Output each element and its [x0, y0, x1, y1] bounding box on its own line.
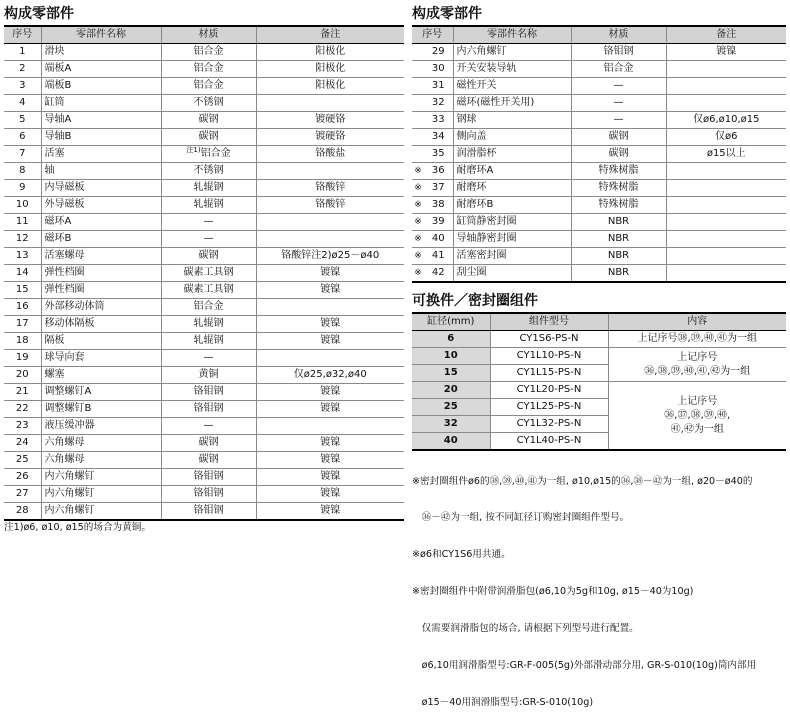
part-name-cell: 钢球: [453, 112, 571, 129]
part-no-cell: 16: [4, 299, 41, 316]
remark-cell: [256, 299, 404, 316]
remark-cell: 阳极化: [256, 78, 404, 95]
remark-cell: 铬酸锌: [256, 197, 404, 214]
seal-mark-cell: [412, 78, 424, 95]
material-cell: NBR: [571, 265, 666, 283]
bore-cell: 20: [412, 382, 490, 399]
content-line: ㊶,㊷为一组: [670, 423, 724, 435]
part-no-cell: 14: [4, 265, 41, 282]
table-row: [4, 44, 404, 61]
table-row: [4, 350, 404, 367]
part-no-cell: 42: [424, 265, 453, 283]
bore-cell: 40: [412, 433, 490, 451]
material-cell: 碳钢: [161, 435, 256, 452]
table-row: [4, 163, 404, 180]
part-name-cell: 磁环(磁性开关用): [453, 95, 571, 112]
part-name-cell: 磁环A: [41, 214, 161, 231]
part-no-cell: 33: [424, 112, 453, 129]
part-no-cell: 26: [4, 469, 41, 486]
material-cell: 碳素工具钢: [161, 282, 256, 299]
material-cell: 特殊树脂: [571, 180, 666, 197]
material-cell: 不锈钢: [161, 163, 256, 180]
header-name: 零部件名称: [453, 26, 571, 44]
material-cell: 铬钼钢: [161, 486, 256, 503]
seal-kit-header: [412, 313, 786, 331]
remark-cell: [666, 197, 786, 214]
part-no-cell: 31: [424, 78, 453, 95]
table-row: [4, 282, 404, 299]
table-row: [412, 146, 786, 163]
kit-no-cell: CY1L32-PS-N: [490, 416, 608, 433]
table-row: [412, 129, 786, 146]
content-line: 上记序号: [677, 351, 718, 363]
part-no-cell: 41: [424, 248, 453, 265]
part-name-cell: 活塞: [41, 146, 161, 163]
remark-cell: 镀镍: [256, 469, 404, 486]
part-no-cell: 19: [4, 350, 41, 367]
material-cell: 碳钢: [571, 146, 666, 163]
header-remark: 备注: [666, 26, 786, 44]
remark-cell: 铬酸盐: [256, 146, 404, 163]
remark-cell: [666, 180, 786, 197]
part-name-cell: 滑块: [41, 44, 161, 61]
material-cell: 铝合金: [161, 78, 256, 95]
right-parts-table: [412, 25, 786, 283]
note-line: ㊱－㊷为一组, 按不同缸径订购密封圈组件型号。: [412, 512, 630, 524]
part-no-cell: 12: [4, 231, 41, 248]
material-cell: 轧辊钢: [161, 180, 256, 197]
note-line: ※密封圈组件ø6的㊳,㊴,㊵,㊶为一组, ø10,ø15的㊱,㊳－㊷为一组, ø20－ø40的: [412, 475, 753, 487]
part-name-cell: 弹性档圈: [41, 282, 161, 299]
material-cell: 不锈钢: [161, 95, 256, 112]
part-no-cell: 34: [424, 129, 453, 146]
remark-cell: 镀镍: [256, 384, 404, 401]
part-no-cell: 1: [4, 44, 41, 61]
notes-block: [412, 451, 756, 722]
table-row: [4, 503, 404, 521]
material-cell: —: [161, 231, 256, 248]
material-cell: —: [161, 418, 256, 435]
seal-kit-table: [412, 312, 786, 451]
bore-cell: 10: [412, 348, 490, 365]
table-row: [412, 382, 786, 399]
table-row: [4, 469, 404, 486]
table-row: [412, 248, 786, 265]
seal-mark-cell: [412, 44, 424, 61]
part-name-cell: 磁性开关: [453, 78, 571, 95]
table-row: [4, 316, 404, 333]
part-name-cell: 外部移动体筒: [41, 299, 161, 316]
part-name-cell: 导轴静密封圈: [453, 231, 571, 248]
table-row: [412, 214, 786, 231]
part-no-cell: 8: [4, 163, 41, 180]
material-cell: 铬钼钢: [161, 384, 256, 401]
seal-mark-cell: [412, 61, 424, 78]
table-row: [4, 384, 404, 401]
kit-no-cell: CY1L40-PS-N: [490, 433, 608, 451]
table-row: [4, 112, 404, 129]
part-name-cell: 导轴A: [41, 112, 161, 129]
header-name: 零部件名称: [41, 26, 161, 44]
table-row: [4, 418, 404, 435]
note-line: ø15－40用润滑脂型号:GR-S-010(10g): [412, 696, 594, 708]
seal-mark-cell: ※: [412, 163, 424, 180]
replace-section-title: 可换件／密封圈组件: [412, 293, 538, 309]
table-row: [4, 367, 404, 384]
material-cell: —: [571, 112, 666, 129]
header-no: 序号: [4, 26, 41, 44]
remark-cell: [256, 418, 404, 435]
remark-cell: [666, 214, 786, 231]
material-cell: 轧辊钢: [161, 197, 256, 214]
content-line: ㊱,㊳,㊴,㊵,㊶,㊷为一组: [644, 365, 751, 377]
material-cell: 特殊树脂: [571, 197, 666, 214]
table-row: [4, 248, 404, 265]
table-row: [4, 231, 404, 248]
material-cell: —: [571, 95, 666, 112]
table-row: [412, 197, 786, 214]
remark-cell: 镀硬铬: [256, 129, 404, 146]
left-table-header: [4, 26, 404, 44]
left-section-title: 构成零部件: [4, 6, 74, 22]
part-name-cell: 耐磨环: [453, 180, 571, 197]
material-cell: NBR: [571, 248, 666, 265]
table-row: [4, 180, 404, 197]
remark-cell: [666, 95, 786, 112]
part-no-cell: 38: [424, 197, 453, 214]
part-no-cell: 13: [4, 248, 41, 265]
material-cell: 碳素工具钢: [161, 265, 256, 282]
material-cell: NBR: [571, 231, 666, 248]
remark-cell: 镀镍: [256, 435, 404, 452]
kit-no-cell: CY1S6-PS-N: [490, 331, 608, 348]
part-name-cell: 开关安装导轨: [453, 61, 571, 78]
part-name-cell: 弹性档圈: [41, 265, 161, 282]
remark-cell: [256, 231, 404, 248]
part-name-cell: 液压缓冲器: [41, 418, 161, 435]
material-cell: 铬钼钢: [161, 503, 256, 521]
part-name-cell: 缸筒静密封圈: [453, 214, 571, 231]
seal-mark-cell: [412, 146, 424, 163]
bore-cell: 15: [412, 365, 490, 382]
kit-no-cell: CY1L25-PS-N: [490, 399, 608, 416]
part-name-cell: 内六角螺钉: [41, 486, 161, 503]
material-cell: 铬钼钢: [161, 469, 256, 486]
header-content: 内容: [608, 313, 786, 331]
part-name-cell: 六角螺母: [41, 452, 161, 469]
part-no-cell: 4: [4, 95, 41, 112]
part-no-cell: 23: [4, 418, 41, 435]
part-name-cell: 调整螺钉B: [41, 401, 161, 418]
part-no-cell: 18: [4, 333, 41, 350]
kit-no-cell: CY1L10-PS-N: [490, 348, 608, 365]
part-no-cell: 15: [4, 282, 41, 299]
part-no-cell: 25: [4, 452, 41, 469]
remark-cell: 镀硬铬: [256, 112, 404, 129]
material-cell: 铝合金: [161, 61, 256, 78]
bore-cell: 6: [412, 331, 490, 348]
part-no-cell: 39: [424, 214, 453, 231]
part-no-cell: 37: [424, 180, 453, 197]
remark-cell: 仅ø6: [666, 129, 786, 146]
table-row: [4, 265, 404, 282]
part-name-cell: 端板B: [41, 78, 161, 95]
part-no-cell: 3: [4, 78, 41, 95]
remark-cell: 镀镍: [256, 316, 404, 333]
part-no-cell: 5: [4, 112, 41, 129]
material-cell: 铝合金: [571, 61, 666, 78]
part-name-cell: 润滑脂杯: [453, 146, 571, 163]
note-mark: 注1): [186, 146, 201, 154]
left-parts-table: [4, 25, 404, 521]
part-no-cell: 9: [4, 180, 41, 197]
part-no-cell: 35: [424, 146, 453, 163]
header-no: 序号: [412, 26, 453, 44]
kit-no-cell: CY1L20-PS-N: [490, 382, 608, 399]
left-footnote: 注1)ø6, ø10, ø15的场合为黄铜。: [4, 522, 151, 533]
table-row: [4, 78, 404, 95]
material-cell: 铬钼钢: [571, 44, 666, 61]
remark-cell: [666, 231, 786, 248]
part-no-cell: 32: [424, 95, 453, 112]
seal-mark-cell: [412, 129, 424, 146]
seal-mark-cell: ※: [412, 231, 424, 248]
table-row: [4, 435, 404, 452]
table-row: [412, 78, 786, 95]
table-row: [412, 112, 786, 129]
part-name-cell: 磁环B: [41, 231, 161, 248]
table-row: [4, 214, 404, 231]
table-row: [412, 61, 786, 78]
material-cell: 铝合金: [161, 44, 256, 61]
header-remark: 备注: [256, 26, 404, 44]
remark-cell: [256, 214, 404, 231]
content-line: 上记序号: [677, 395, 718, 407]
material-cell: 特殊树脂: [571, 163, 666, 180]
table-row: [4, 401, 404, 418]
content-line: ㊱,㊲,㊳,㊴,㊵,: [664, 409, 731, 421]
material-cell: 黄铜: [161, 367, 256, 384]
table-row: [4, 61, 404, 78]
table-row: [4, 95, 404, 112]
table-row: [4, 129, 404, 146]
part-name-cell: 侧向盖: [453, 129, 571, 146]
material-cell: —: [571, 78, 666, 95]
table-row: [412, 44, 786, 61]
material-cell: 碳钢: [161, 452, 256, 469]
header-bore: 缸径(mm): [412, 313, 490, 331]
remark-cell: 仅ø6,ø10,ø15: [666, 112, 786, 129]
part-no-cell: 22: [4, 401, 41, 418]
part-no-cell: 11: [4, 214, 41, 231]
part-no-cell: 40: [424, 231, 453, 248]
note-line: ※ø6和CY1S6用共通。: [412, 549, 511, 561]
right-table-header: [412, 26, 786, 44]
part-name-cell: 内六角螺钉: [453, 44, 571, 61]
table-row: [412, 265, 786, 283]
material-cell: 碳钢: [161, 112, 256, 129]
part-no-cell: 20: [4, 367, 41, 384]
remark-cell: ø15以上: [666, 146, 786, 163]
part-name-cell: 耐磨环B: [453, 197, 571, 214]
remark-cell: 镀镍: [256, 503, 404, 521]
remark-cell: 镀镍: [256, 486, 404, 503]
content-cell: 上记序号㊳,㊴,㊵,㊶为一组: [608, 331, 786, 348]
table-row: [4, 197, 404, 214]
material-cell: —: [161, 214, 256, 231]
note-line: 仅需要润滑脂包的场合, 请根据下列型号进行配置。: [412, 623, 639, 635]
remark-cell: [666, 61, 786, 78]
part-no-cell: 7: [4, 146, 41, 163]
part-no-cell: 28: [4, 503, 41, 521]
table-row: [412, 163, 786, 180]
material-cell: 铝合金: [161, 299, 256, 316]
bore-cell: 25: [412, 399, 490, 416]
table-row: [412, 180, 786, 197]
part-name-cell: 内六角螺钉: [41, 469, 161, 486]
content-cell: [608, 382, 786, 451]
seal-mark-cell: ※: [412, 197, 424, 214]
remark-cell: 镀镍: [256, 333, 404, 350]
part-no-cell: 29: [424, 44, 453, 61]
remark-cell: [256, 95, 404, 112]
part-name-cell: 调整螺钉A: [41, 384, 161, 401]
table-row: [412, 331, 786, 348]
remark-cell: 镀镍: [256, 265, 404, 282]
part-no-cell: 10: [4, 197, 41, 214]
remark-cell: 铬酸锌注2)ø25－ø40: [256, 248, 404, 265]
seal-mark-cell: ※: [412, 214, 424, 231]
table-row: [412, 231, 786, 248]
seal-mark-cell: ※: [412, 265, 424, 283]
part-name-cell: 缸筒: [41, 95, 161, 112]
part-name-cell: 内六角螺钉: [41, 503, 161, 521]
part-name-cell: 活塞螺母: [41, 248, 161, 265]
header-kit-no: 组件型号: [490, 313, 608, 331]
material-cell: $^{注1)}$铝合金: [161, 146, 256, 163]
table-row: [412, 348, 786, 365]
remark-cell: [256, 163, 404, 180]
part-name-cell: 耐磨环A: [453, 163, 571, 180]
part-name-cell: 球导向套: [41, 350, 161, 367]
material-cell: NBR: [571, 214, 666, 231]
part-name-cell: 外导磁板: [41, 197, 161, 214]
remark-cell: 阳极化: [256, 61, 404, 78]
material-cell: 轧辊钢: [161, 333, 256, 350]
remark-cell: [666, 265, 786, 283]
content-cell: [608, 348, 786, 382]
table-row: [4, 146, 404, 163]
seal-mark-cell: [412, 112, 424, 129]
material-cell: 铬钼钢: [161, 401, 256, 418]
table-row: [4, 486, 404, 503]
part-no-cell: 36: [424, 163, 453, 180]
part-no-cell: 17: [4, 316, 41, 333]
part-name-cell: 端板A: [41, 61, 161, 78]
remark-cell: [666, 163, 786, 180]
part-no-cell: 21: [4, 384, 41, 401]
seal-mark-cell: ※: [412, 248, 424, 265]
table-row: [4, 452, 404, 469]
part-name-cell: 移动体隔板: [41, 316, 161, 333]
remark-cell: [256, 350, 404, 367]
kit-no-cell: CY1L15-PS-N: [490, 365, 608, 382]
material-cell: 轧辊钢: [161, 316, 256, 333]
part-name-cell: 隔板: [41, 333, 161, 350]
remark-cell: 阳极化: [256, 44, 404, 61]
table-row: [4, 299, 404, 316]
part-name-cell: 内导磁板: [41, 180, 161, 197]
table-row: [4, 333, 404, 350]
header-material: 材质: [571, 26, 666, 44]
part-name-cell: 螺塞: [41, 367, 161, 384]
seal-mark-cell: ※: [412, 180, 424, 197]
right-section-title: 构成零部件: [412, 6, 482, 22]
remark-cell: [666, 248, 786, 265]
remark-cell: 镀镍: [256, 452, 404, 469]
part-no-cell: 6: [4, 129, 41, 146]
seal-mark-cell: [412, 95, 424, 112]
remark-cell: 镀镍: [256, 401, 404, 418]
remark-cell: 铬酸锌: [256, 180, 404, 197]
remark-cell: [666, 78, 786, 95]
note-line: ø6,10用润滑脂型号:GR-F-005(5g)外部滑动部分用, GR-S-010(10g)筒内部用: [412, 660, 757, 672]
part-no-cell: 27: [4, 486, 41, 503]
material-cell: 碳钢: [571, 129, 666, 146]
part-name-cell: 导轴B: [41, 129, 161, 146]
remark-cell: 仅ø25,ø32,ø40: [256, 367, 404, 384]
part-name-cell: 活塞密封圈: [453, 248, 571, 265]
material-cell: —: [161, 350, 256, 367]
material-cell: 碳钢: [161, 129, 256, 146]
part-no-cell: 30: [424, 61, 453, 78]
table-row: [412, 95, 786, 112]
bore-cell: 32: [412, 416, 490, 433]
material-cell: 碳钢: [161, 248, 256, 265]
part-no-cell: 24: [4, 435, 41, 452]
remark-cell: 镀镍: [666, 44, 786, 61]
note-line: ※密封圈组件中附带润滑脂包(ø6,10为5g和10g, ø15－40为10g): [412, 586, 694, 598]
part-name-cell: 刮尘圈: [453, 265, 571, 283]
part-no-cell: 2: [4, 61, 41, 78]
remark-cell: 镀镍: [256, 282, 404, 299]
part-name-cell: 轴: [41, 163, 161, 180]
part-name-cell: 六角螺母: [41, 435, 161, 452]
header-material: 材质: [161, 26, 256, 44]
